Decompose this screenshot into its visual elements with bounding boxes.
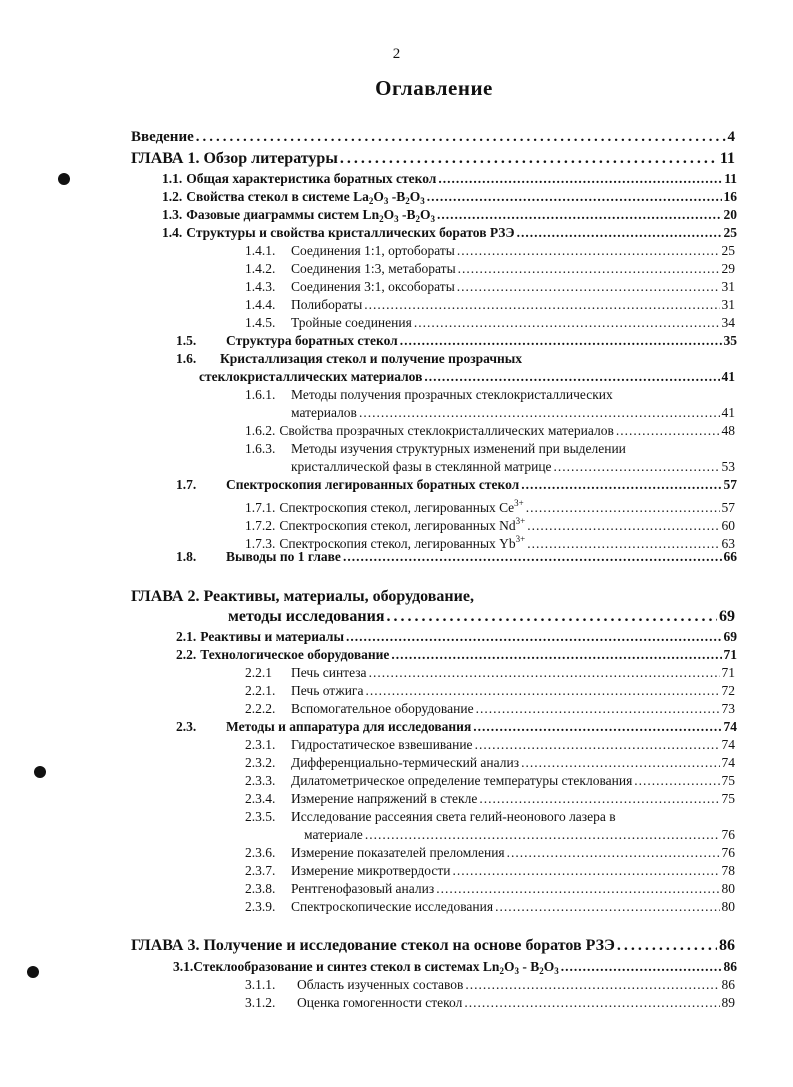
toc-number: 1.7. <box>176 477 197 492</box>
toc-page: 71 <box>721 665 735 680</box>
dot-leader <box>427 188 722 206</box>
toc-number: 2.3.9. <box>245 899 276 914</box>
dot-leader <box>479 790 719 808</box>
toc-page: 16 <box>723 189 737 204</box>
toc-entry-2-2-2[interactable] <box>245 700 735 718</box>
subscript: 3 <box>514 966 519 976</box>
dot-leader <box>400 332 722 350</box>
toc-entry-1-6[interactable] <box>176 350 522 368</box>
toc-label: Свойства прозрачных стеклокристаллических материалов <box>279 423 614 438</box>
toc-number: 2.3.4. <box>245 791 276 806</box>
toc-entry-1-7-3[interactable] <box>245 530 735 551</box>
toc-page: 60 <box>721 518 735 533</box>
toc-number: 2.2.1. <box>245 683 276 698</box>
toc-label: Кристаллизация стекол и получение прозрачных <box>220 351 523 366</box>
dot-leader <box>365 826 720 844</box>
toc-page: 4 <box>727 129 735 145</box>
toc-page: 53 <box>721 459 735 474</box>
toc-label: Реактивы и материалы <box>200 629 345 644</box>
toc-entry-3-1-2[interactable] <box>245 994 735 1012</box>
toc-entry-1-6-1[interactable] <box>245 386 613 404</box>
toc-label: Тройные соединения <box>291 315 412 330</box>
dot-leader <box>436 880 719 898</box>
toc-entry-2-2-1b[interactable] <box>245 682 735 700</box>
toc-entry-1-6-3-cont[interactable] <box>291 458 735 476</box>
dot-leader <box>424 368 719 386</box>
subscript: 2 <box>368 196 374 206</box>
toc-entry-2-3-5-cont[interactable] <box>304 826 735 844</box>
toc-number: 2.1. <box>176 629 197 644</box>
subscript: 3 <box>394 214 399 224</box>
toc-number: 1.4.1. <box>245 243 276 258</box>
toc-page: 31 <box>721 297 735 312</box>
toc-page: 76 <box>721 827 735 842</box>
toc-label-cont: материале <box>304 827 363 842</box>
toc-label: Измерение показателей преломления <box>291 845 505 860</box>
toc-entry-1-6-2[interactable] <box>245 422 735 440</box>
toc-entry-2-3-2[interactable] <box>245 754 735 772</box>
dot-leader <box>634 772 719 790</box>
toc-entry-2-3-3[interactable] <box>245 772 735 790</box>
dot-leader <box>346 628 721 646</box>
subscript: 2 <box>539 966 544 976</box>
dot-leader <box>364 296 719 314</box>
toc-page: 80 <box>721 881 735 896</box>
toc-number: 1.4.5. <box>245 315 276 330</box>
superscript: 3+ <box>515 534 526 544</box>
toc-number: 2.3. <box>176 719 197 734</box>
toc-page: 74 <box>721 737 735 752</box>
toc-number: 3.1. <box>173 959 194 974</box>
dot-leader <box>464 994 719 1012</box>
toc-page: 41 <box>721 369 735 384</box>
toc-label: Полибораты <box>291 297 363 312</box>
toc-label: Введение <box>131 129 194 145</box>
toc-page: 25 <box>721 243 735 258</box>
punch-hole-top <box>58 173 70 185</box>
toc-label-cont: материалов <box>291 405 357 420</box>
toc-page: 71 <box>723 647 737 662</box>
subscript: 3 <box>383 196 389 206</box>
subscript: 2 <box>405 196 410 206</box>
toc-entry-2-1[interactable] <box>176 628 737 646</box>
toc-entry-1-5[interactable] <box>176 332 737 350</box>
dot-leader <box>414 314 720 332</box>
toc-entry-1-4-3[interactable] <box>245 278 735 296</box>
page-number: 2 <box>392 46 401 62</box>
label-part: Свойства стекол в системе La <box>186 189 369 204</box>
toc-page: 80 <box>721 899 735 914</box>
dot-leader <box>521 476 721 494</box>
toc-entry-2-3-7[interactable] <box>245 862 735 880</box>
toc-label-cont: кристаллической фазы в стеклянной матрице <box>291 459 552 474</box>
toc-page: 86 <box>721 977 735 992</box>
toc-entry-1-7[interactable] <box>176 476 737 494</box>
toc-label: Оценка гомогенности стекол <box>297 995 463 1010</box>
toc-number: 2.3.5. <box>245 809 276 824</box>
toc-number: 2.2. <box>176 647 197 662</box>
toc-number: 1.3. <box>162 207 183 222</box>
toc-entry-1-4-2[interactable] <box>245 260 735 278</box>
toc-label: Выводы по 1 главе <box>226 549 341 564</box>
toc-entry-1-7-1[interactable] <box>245 494 735 515</box>
toc-label: Методы изучения структурных изменений при выделении <box>291 441 626 456</box>
dot-leader <box>457 242 720 260</box>
subscript: 3 <box>420 196 425 206</box>
toc-number: 2.3.7. <box>245 863 276 878</box>
dot-leader <box>457 278 720 296</box>
dot-leader <box>438 170 722 188</box>
toc-entry-2-3-6[interactable] <box>245 844 735 862</box>
toc-label: Общая характеристика боратных стекол <box>186 171 437 186</box>
subscript: 3 <box>430 214 435 224</box>
dot-leader <box>473 718 721 736</box>
label-part: Стеклообразование и синтез стекол в системах Ln <box>193 959 500 974</box>
toc-page: 69 <box>719 608 735 625</box>
toc-label: Печь синтеза <box>291 665 367 680</box>
label-part: O <box>419 207 431 222</box>
dot-leader <box>495 898 719 916</box>
toc-entry-chapter-3[interactable] <box>131 937 735 955</box>
dot-leader <box>359 404 720 422</box>
dot-leader <box>343 548 722 566</box>
toc-number: 2.2.2. <box>245 701 276 716</box>
dot-leader <box>475 736 720 754</box>
toc-number: 2.3.1. <box>245 737 276 752</box>
dot-leader <box>196 128 726 146</box>
toc-number: 1.6.1. <box>245 387 276 402</box>
toc-label: Область изученных составов <box>297 977 464 992</box>
superscript: 3+ <box>514 498 524 508</box>
toc-page: 72 <box>721 683 735 698</box>
toc-label: Гидростатическое взвешивание <box>291 737 473 752</box>
toc-entry-1-4-1[interactable] <box>245 242 735 260</box>
dot-leader <box>476 700 720 718</box>
toc-entry-1-2[interactable] <box>162 188 737 206</box>
toc-entry-2-3-8[interactable] <box>245 880 735 898</box>
toc-number: 1.6.3. <box>245 441 276 456</box>
label-part: O <box>409 189 421 204</box>
page-title: Оглавление <box>375 76 493 100</box>
toc-entry-2-2[interactable] <box>176 646 737 664</box>
dot-leader <box>340 150 718 168</box>
toc-label: ГЛАВА 1. Обзор литературы <box>131 150 338 167</box>
toc-page: 31 <box>721 279 735 294</box>
toc-label: Дифференциально-термический анализ <box>291 755 520 770</box>
toc-entry-1-4[interactable] <box>162 224 737 242</box>
subscript: 2 <box>379 214 384 224</box>
toc-label: Технологическое оборудование <box>200 647 390 662</box>
toc-label-cont: методы исследования <box>228 608 385 625</box>
toc-label: ГЛАВА 3. Получение и исследование стекол на основе боратов РЗЭ <box>131 937 615 954</box>
toc-page: 86 <box>723 959 737 974</box>
label-part: O <box>543 959 555 974</box>
toc-number: 1.4. <box>162 225 183 240</box>
dot-leader <box>391 646 721 664</box>
subscript: 3 <box>554 966 559 976</box>
toc-entry-2-3-9[interactable] <box>245 898 735 916</box>
subscript: 2 <box>415 214 420 224</box>
dot-leader <box>452 862 719 880</box>
toc-page: 41 <box>721 405 735 420</box>
toc-page: 75 <box>721 773 735 788</box>
toc-label: Структуры и свойства кристаллических боратов РЗЭ <box>186 225 515 240</box>
dot-leader <box>507 844 720 862</box>
toc-entry-2-3[interactable] <box>176 718 737 736</box>
label-part: Спектроскопия стекол, легированных Ce <box>279 500 515 515</box>
toc-entry-3-1-1[interactable] <box>245 976 735 994</box>
toc-page: 11 <box>724 171 737 186</box>
toc-page: 20 <box>723 207 737 222</box>
superscript: 3+ <box>515 516 526 526</box>
toc-entry-1-4-4[interactable] <box>245 296 735 314</box>
dot-leader <box>458 260 720 278</box>
toc-entry-1-3[interactable] <box>162 206 737 224</box>
toc-number: 2.3.2. <box>245 755 276 770</box>
toc-entry-1-4-5[interactable] <box>245 314 735 332</box>
toc-entry-2-2-1a[interactable] <box>245 664 735 682</box>
toc-number: 2.3.3. <box>245 773 276 788</box>
toc-number: 1.5. <box>176 333 197 348</box>
toc-page: 74 <box>721 755 735 770</box>
label-part: Фазовые диаграммы систем Ln <box>186 207 380 222</box>
toc-number: 1.7.2. <box>245 518 276 533</box>
toc-entry-1-1[interactable] <box>162 170 737 188</box>
toc-label: Вспомогательное оборудование <box>291 701 474 716</box>
toc-page: 69 <box>723 629 737 644</box>
toc-number: 2.2.1 <box>245 665 272 680</box>
dot-leader <box>517 224 722 242</box>
toc-entry-chapter-1[interactable] <box>131 150 735 168</box>
toc-entry-1-6-cont[interactable] <box>199 368 735 386</box>
label-part: O <box>373 189 384 204</box>
toc-number: 1.2. <box>162 189 183 204</box>
label-part: O <box>503 959 515 974</box>
label-part: Спектроскопия стекол, легированных Nd <box>279 518 516 533</box>
toc-label-cont: стеклокристаллических материалов <box>199 369 423 384</box>
dot-leader <box>616 422 720 440</box>
toc-entry-chapter-2[interactable] <box>131 588 474 606</box>
toc-page: 78 <box>721 863 735 878</box>
subscript: 2 <box>499 966 504 976</box>
toc-label: Соединения 1:1, ортобораты <box>291 243 455 258</box>
toc-entry-1-7-2[interactable] <box>245 512 735 533</box>
toc-number: 1.4.2. <box>245 261 276 276</box>
toc-number: 1.6.2. <box>245 423 276 438</box>
toc-number: 3.1.2. <box>245 995 276 1010</box>
dot-leader <box>465 976 719 994</box>
toc-entry-1-8[interactable] <box>176 548 737 566</box>
dot-leader <box>437 206 722 224</box>
toc-entry-intro[interactable] <box>131 128 735 146</box>
label-part: O <box>383 207 395 222</box>
dot-leader <box>521 754 719 772</box>
toc-number: 1.4.3. <box>245 279 276 294</box>
label-part: - B <box>518 959 540 974</box>
toc-page: 63 <box>721 536 735 551</box>
toc-label: Методы и аппаратура для исследования <box>226 719 472 734</box>
toc-page: 75 <box>721 791 735 806</box>
dot-leader <box>365 682 719 700</box>
toc-number: 1.4.4. <box>245 297 276 312</box>
toc-page: 74 <box>723 719 737 734</box>
toc-label: ГЛАВА 2. Реактивы, материалы, оборудование, <box>131 588 474 605</box>
toc-label: Соединения 3:1, оксобораты <box>291 279 455 294</box>
toc-label: Измерение напряжений в стекле <box>291 791 478 806</box>
toc-entry-1-6-1-cont[interactable] <box>291 404 735 422</box>
dot-leader <box>554 458 720 476</box>
punch-hole-middle <box>34 766 46 778</box>
toc-number: 1.6. <box>176 351 197 366</box>
toc-entry-2-3-4[interactable] <box>245 790 735 808</box>
toc-label: Структура боратных стекол <box>226 333 398 348</box>
toc-entry-1-6-3[interactable] <box>245 440 626 458</box>
toc-entry-3-1[interactable] <box>173 958 737 976</box>
toc-entry-2-3-1[interactable] <box>245 736 735 754</box>
toc-page: 89 <box>721 995 735 1010</box>
dot-leader <box>617 937 717 955</box>
toc-page: 57 <box>723 477 737 492</box>
toc-entry-chapter-2-cont[interactable] <box>228 608 735 626</box>
toc-number: 1.7.3. <box>245 536 276 551</box>
label-part: Спектроскопия стекол, легированных Yb <box>279 536 516 551</box>
toc-entry-2-3-5[interactable] <box>245 808 616 826</box>
toc-label: Исследование рассеяния света гелий-неонового лазера в <box>291 809 616 824</box>
toc-label: Соединения 1:3, метабораты <box>291 261 456 276</box>
toc-label: Измерение микротвердости <box>291 863 451 878</box>
toc-label: Дилатометрическое определение температуры стеклования <box>291 773 633 788</box>
toc-label: Печь отжига <box>291 683 364 698</box>
toc-page: 66 <box>723 549 737 564</box>
dot-leader <box>561 958 722 976</box>
toc-number: 1.8. <box>176 549 197 564</box>
toc-page: 25 <box>723 225 737 240</box>
toc-number: 1.7.1. <box>245 500 276 515</box>
toc-label: Методы получения прозрачных стеклокристаллических <box>291 387 613 402</box>
dot-leader <box>387 608 718 626</box>
toc-label: Спектроскопические исследования <box>291 899 494 914</box>
toc-page: 29 <box>721 261 735 276</box>
toc-page: 11 <box>719 150 735 167</box>
toc-label: Рентгенофазовый анализ <box>291 881 435 896</box>
toc-number: 2.3.6. <box>245 845 276 860</box>
toc-label: Спектроскопия легированных боратных стекол <box>226 477 520 492</box>
toc-page: 73 <box>721 701 735 716</box>
toc-page: 48 <box>721 423 735 438</box>
dot-leader <box>369 664 720 682</box>
punch-hole-bottom <box>27 966 39 978</box>
toc-page: 34 <box>721 315 735 330</box>
toc-number: 1.1. <box>162 171 183 186</box>
toc-page: 57 <box>721 500 735 515</box>
label-part: -B <box>398 207 416 222</box>
toc-number: 2.3.8. <box>245 881 276 896</box>
toc-page: 86 <box>719 937 735 954</box>
toc-page: 76 <box>721 845 735 860</box>
label-part: -B <box>388 189 406 204</box>
toc-page: 35 <box>723 333 737 348</box>
toc-number: 3.1.1. <box>245 977 276 992</box>
